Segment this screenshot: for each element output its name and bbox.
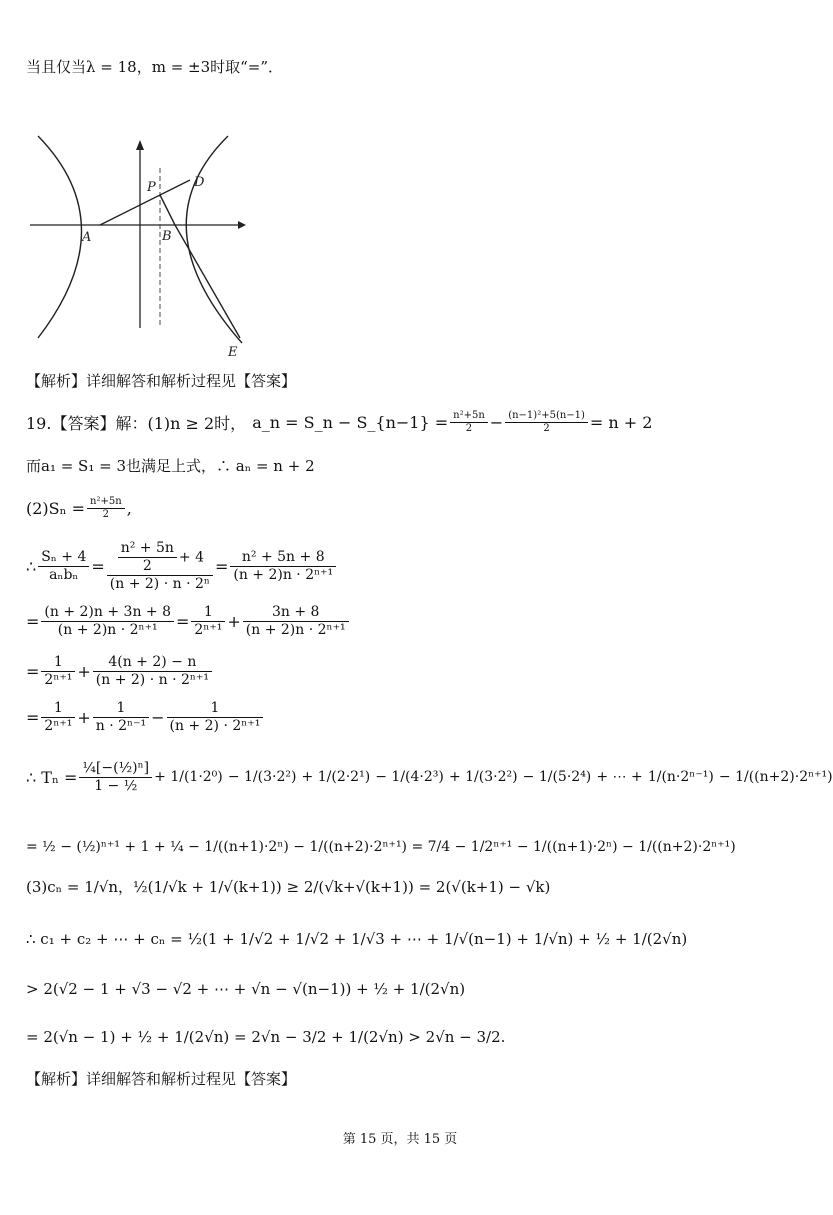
q19-an-eq: a_n = S_n − S_{n−1} =	[252, 413, 449, 432]
eq5-term-1: − 1/(3·2²)	[227, 769, 297, 786]
q19-frac1: $\frac{\text{n²+5n}}{2}$	[450, 410, 488, 435]
eq4-a: $\frac{1}{\text{2ⁿ⁺¹}}$	[41, 700, 75, 735]
eq5-term-6: + ⋯ +	[596, 769, 643, 786]
line-a1: 而a₁ = S₁ = 3也满足上式，∴ aₙ = n + 2	[26, 457, 315, 475]
q19-part1: 19.【答案】解：(1)n ≥ 2时， a_n = S_n − S_{n−1} = $\frac{\text{n²+5n}}{2}$ − $\frac{\text{(n−1)²+5(n−1)}}{2}$ = n + 2	[26, 410, 653, 434]
eq5-term-2: + 1/(2·2¹)	[301, 769, 371, 786]
eq4-b: $\frac{1}{\text{n · 2ⁿ⁻¹}}$	[93, 700, 149, 735]
eq2: = $\frac{(n + 2)n + 3n + 8}{\text{(n + 2)n · 2ⁿ⁺¹}}$ = $\frac{1}{\text{2ⁿ⁺¹}}$ + $\frac{3n + 8}{\text{(n + 2)n · 2ⁿ⁺¹}}$	[26, 604, 351, 639]
eq2-b: $\frac{1}{\text{2ⁿ⁺¹}}$	[191, 604, 225, 639]
eq4: = $\frac{1}{\text{2ⁿ⁺¹}}$ + $\frac{1}{\text{n · 2ⁿ⁻¹}}$ − $\frac{1}{\text{(n + 2) · 2ⁿ⁺¹}}$	[26, 700, 265, 735]
eq5-term-0: + 1/(1·2⁰)	[154, 769, 223, 786]
eq5-term-7: 1/(n·2ⁿ⁻¹)	[647, 769, 714, 786]
segment-AD	[100, 180, 190, 225]
hyperbola-left-branch	[38, 136, 82, 338]
analysis-line-2: 【解析】详细解答和解析过程见【答案】	[26, 1070, 297, 1088]
label-E: E	[228, 345, 238, 360]
text-line-top: 当且仅当λ = 18，m = ±3时取“=”．	[26, 58, 284, 76]
line-s2-frac: $\frac{\text{n²+5n}}{2}$	[87, 496, 125, 521]
eq3: = $\frac{1}{\text{2ⁿ⁺¹}}$ + $\frac{4(n + 2) - n}{\text{(n + 2) · n · 2ⁿ⁺¹}}$	[26, 654, 214, 689]
eq5	[26, 760, 833, 795]
analysis-line-1: 【解析】详细解答和解析过程见【答案】	[26, 372, 297, 390]
q19-result: = n + 2	[589, 413, 653, 432]
q19-frac2: $\frac{\text{(n−1)²+5(n−1)}}{2}$	[505, 410, 588, 435]
label-A: A	[82, 230, 92, 245]
label-P: P	[147, 180, 156, 195]
eq1-mid: $\frac{\text{n² + 5n}}{2}$ + 4 (n + 2) · n · 2ⁿ	[107, 540, 213, 592]
y-axis-arrow	[136, 140, 144, 150]
page-footer: 第 15 页，共 15 页	[342, 1132, 458, 1147]
eq5-term-5: − 1/(5·2⁴)	[522, 769, 592, 786]
eq2-c: $\frac{3n + 8}{\text{(n + 2)n · 2ⁿ⁺¹}}$	[243, 604, 349, 639]
eq3-a: $\frac{1}{\text{2ⁿ⁺¹}}$	[41, 654, 75, 689]
hyperbola-figure	[30, 128, 260, 363]
eq5-geo: $\frac{\text{¼[−(½)ⁿ]}}{\text{1 − ½}}$	[79, 760, 152, 795]
eq4-c: $\frac{1}{\text{(n + 2) · 2ⁿ⁺¹}}$	[167, 700, 264, 735]
line-s2-prefix: (2)Sₙ =	[26, 499, 86, 518]
label-B: B	[162, 229, 172, 244]
eq5-term-3: − 1/(4·2³)	[375, 769, 444, 786]
eq1-rhs: $\frac{\text{n² + 5n + 8}}{\text{(n + 2)n · 2ⁿ⁺¹}}$	[230, 549, 336, 584]
eq6: = ½ − (½)ⁿ⁺¹ + 1 + ¼ − 1/((n+1)·2ⁿ) − 1/((n+2)·2ⁿ⁺¹) = 7/4 − 1/2ⁿ⁺¹ − 1/((n+1)·2ⁿ) − 1/((n+2)·2ⁿ⁺¹)	[26, 839, 736, 855]
eq2-a: $\frac{(n + 2)n + 3n + 8}{\text{(n + 2)n · 2ⁿ⁺¹}}$	[41, 604, 174, 639]
line-s2: (2)Sₙ = $\frac{\text{n²+5n}}{2}$ ,	[26, 496, 132, 520]
eq10: = 2(√n − 1) + ½ + 1/(2√n) = 2√n − 3/2 + 1/(2√n) > 2√n − 3/2.	[26, 1028, 506, 1046]
segment-BE	[175, 225, 240, 338]
segment-PB	[160, 195, 175, 225]
eq5-term-8: − 1/((n+2)·2ⁿ⁺¹)	[718, 769, 833, 786]
q19-head: 19.【答案】解：(1)n ≥ 2时，	[26, 414, 247, 433]
eq9: > 2(√2 − 1 + √3 − √2 + ⋯ + √n − √(n−1)) + ½ + 1/(2√n)	[26, 980, 466, 998]
eq7: (3)cₙ = 1/√n，½(1/√k + 1/√(k+1)) ≥ 2/(√k+√(k+1)) = 2(√(k+1) − √k)	[26, 878, 551, 896]
eq8: ∴ c₁ + c₂ + ⋯ + cₙ = ½(1 + 1/√2 + 1/√2 + 1/√3 + ⋯ + 1/√(n−1) + 1/√n) + ½ + 1/(2√n)	[26, 930, 688, 948]
eq1: ∴ $\frac{\text{Sₙ + 4}}{\text{aₙbₙ}}$ = $\frac{\text{n² + 5n}}{2}$ + 4 (n + 2) · n · 2ⁿ = $\frac{\text{n² + 5n + 8}}{\text{(n + 2)n · 2ⁿ⁺¹}}$	[26, 540, 338, 592]
eq3-b: $\frac{4(n + 2) - n}{\text{(n + 2) · n · 2ⁿ⁺¹}}$	[93, 654, 212, 689]
eq5-prefix: ∴ Tₙ =	[26, 767, 78, 787]
x-axis-arrow	[238, 221, 246, 229]
eq5-term-4: + 1/(3·2²)	[448, 769, 518, 786]
label-D: D	[194, 175, 205, 190]
hyperbola-right-branch	[186, 136, 242, 343]
eq1-lhs: $\frac{\text{Sₙ + 4}}{\text{aₙbₙ}}$	[38, 549, 89, 584]
